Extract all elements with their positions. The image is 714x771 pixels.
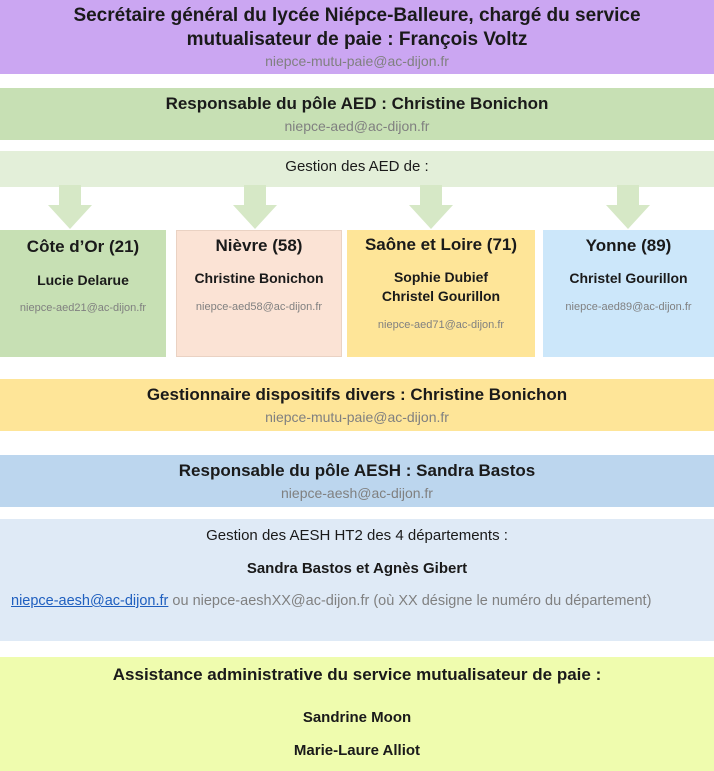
aesh-head-email: niepce-aesh@ac-dijon.fr — [281, 485, 433, 501]
department-card-89 — [543, 230, 714, 357]
aed-head-title: Responsable du pôle AED : Christine Bonichon — [165, 94, 549, 113]
arrow-down-icon — [48, 185, 92, 231]
department-card-58 — [176, 230, 342, 357]
department-email: niepce-aed71@ac-dijon.fr — [377, 319, 505, 331]
department-person: Christine Bonichon — [194, 270, 324, 286]
aesh-head-title: Responsable du pôle AESH : Sandra Bastos — [178, 461, 536, 480]
department-card-71 — [347, 230, 535, 357]
department-name: Nièvre (58) — [215, 236, 303, 255]
department-name: Côte d’Or (21) — [26, 237, 140, 256]
secretary-title-line1: Secrétaire général du lycée Niépce-Balleure, chargé du service — [73, 5, 641, 26]
aed-management-label: Gestion des AED de : — [285, 158, 429, 175]
divers-email: niepce-mutu-paie@ac-dijon.fr — [265, 409, 449, 425]
department-person: Christel Gourillon — [569, 270, 688, 286]
assistance-box — [0, 657, 714, 771]
department-name: Saône et Loire (71) — [364, 235, 518, 254]
assistance-person: Marie-Laure Alliot — [293, 742, 421, 759]
secretary-box — [0, 0, 714, 74]
aed-head-box — [0, 88, 714, 140]
department-email: niepce-aed58@ac-dijon.fr — [195, 301, 323, 313]
aesh-head-box — [0, 455, 714, 507]
department-person: Lucie Delarue — [37, 272, 129, 288]
assistance-title: Assistance administrative du service mutualisateur de paie : — [112, 665, 602, 684]
divers-box — [0, 379, 714, 431]
department-name: Yonne (89) — [585, 236, 672, 255]
aesh-management-box — [0, 519, 714, 641]
aesh-management-emails — [11, 593, 651, 609]
arrow-down-icon — [409, 185, 453, 231]
secretary-title-line2: mutualisateur de paie : François Voltz — [186, 29, 528, 50]
assistance-person: Sandrine Moon — [302, 709, 412, 726]
aesh-management-people: Sandra Bastos et Agnès Gibert — [246, 560, 468, 577]
department-person: Christel Gourillon — [381, 288, 501, 304]
aesh-email-link[interactable]: niepce-aesh@ac-dijon.fr — [11, 593, 169, 609]
aed-management-box — [0, 151, 714, 187]
divers-title: Gestionnaire dispositifs divers : Christine Bonichon — [146, 385, 568, 404]
aesh-email-note: ou niepce-aeshXX@ac-dijon.fr (où XX désigne le numéro du département) — [168, 593, 652, 609]
department-card-21 — [0, 230, 166, 357]
secretary-email: niepce-mutu-paie@ac-dijon.fr — [265, 53, 449, 69]
department-email: niepce-aed21@ac-dijon.fr — [19, 302, 147, 314]
aesh-management-label: Gestion des AESH HT2 des 4 départements : — [206, 527, 508, 544]
aed-head-email: niepce-aed@ac-dijon.fr — [284, 118, 430, 134]
department-person: Sophie Dubief — [393, 269, 489, 285]
arrow-down-icon — [233, 185, 277, 231]
department-email: niepce-aed89@ac-dijon.fr — [565, 301, 692, 313]
arrow-down-icon — [606, 185, 650, 231]
